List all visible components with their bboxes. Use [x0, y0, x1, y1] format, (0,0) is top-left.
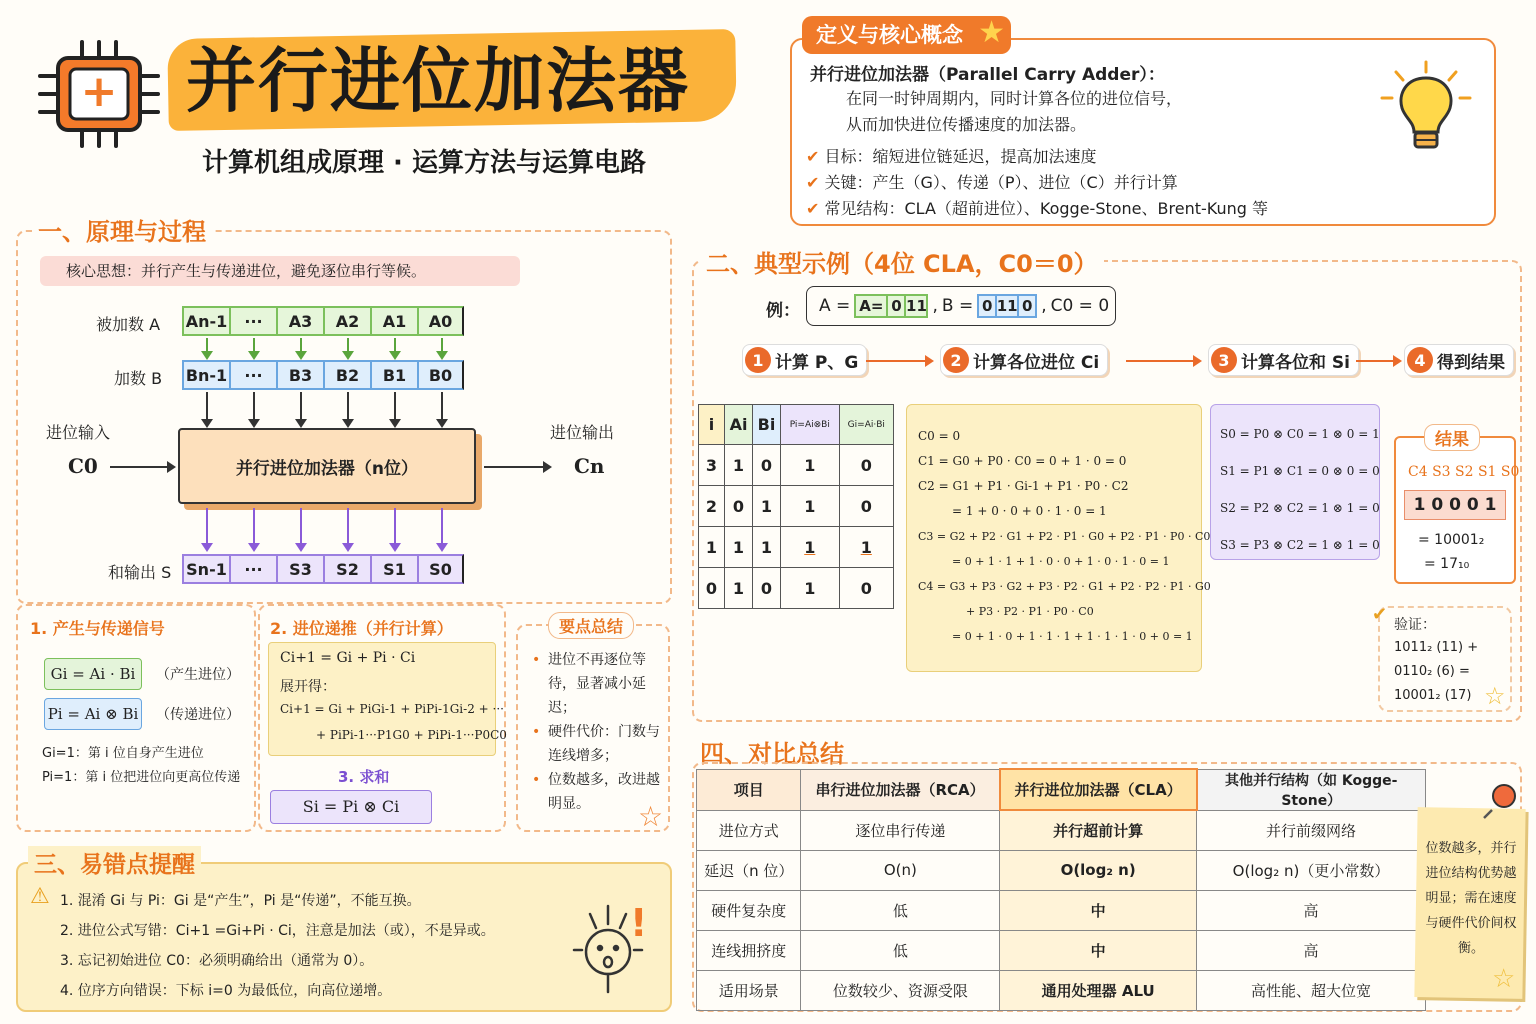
- bullet-icon: •: [532, 652, 541, 668]
- step-arrow: [866, 360, 932, 362]
- pg-header-cell: i: [699, 405, 725, 445]
- example-input-box: [806, 286, 1116, 326]
- comparison-cell: 位数较少、资源受限: [801, 970, 1000, 1010]
- carry-line: C1 = G0 + P0 · C0 = 0 + 1 · 0 = 0: [918, 454, 1127, 468]
- arrow-adder-to-sum: [253, 508, 255, 550]
- comparison-cell: 低: [801, 930, 1000, 970]
- comparison-cell: O(log₂ n): [1000, 850, 1197, 890]
- star-icon: ☆: [638, 800, 664, 833]
- pushpin-icon: [1480, 780, 1520, 820]
- sum-title: 3. 求和: [338, 768, 390, 786]
- table-row: [697, 970, 1426, 1010]
- register-cell: A3: [276, 306, 323, 336]
- carry-line: C3 = G2 + P2 · G1 + P2 · P1 · G0 + P2 · P1 · P0 · C0: [918, 530, 1211, 543]
- pg-cell: 1: [699, 527, 725, 568]
- register-cell: B2: [323, 360, 370, 390]
- arrow-a-to-b: [394, 338, 396, 358]
- example-title: 二、典型示例（4位 CLA，C0＝0）: [700, 244, 1104, 279]
- arrow-adder-to-sum: [441, 508, 443, 550]
- definition-heading: 并行进位加法器（Parallel Carry Adder）：: [810, 65, 1165, 85]
- register-cell: An-1: [182, 306, 229, 336]
- b-bit-cell: 0: [1017, 294, 1037, 318]
- arrow-a-to-b: [300, 338, 302, 358]
- table-row: [699, 445, 894, 486]
- pg-cell: 0: [699, 568, 725, 609]
- sum-line: S0 = P0 ⊗ C0 = 1 ⊗ 0 = 1: [1220, 427, 1380, 441]
- b-label: B =: [941, 296, 974, 316]
- pg-header-cell: Gi=Ai·Bi: [839, 405, 893, 445]
- comparison-header-cell: 项目: [697, 769, 801, 810]
- a-bit-cell: A=: [854, 294, 888, 318]
- pg-cell: 1: [781, 445, 840, 486]
- keypoints-list: [532, 648, 660, 816]
- step-label: 计算各位进位 Ci: [973, 352, 1100, 373]
- a-bit-cell: 11: [904, 294, 928, 318]
- pg-cell: 1: [753, 527, 781, 568]
- comparison-cell: 适用场景: [697, 970, 801, 1010]
- register-cell: S1: [370, 554, 417, 584]
- recursion-line: 展开得：: [280, 679, 336, 695]
- comparison-cell: 硬件复杂度: [697, 890, 801, 930]
- recursion-line: Ci+1 = Gi + Pi · Ci: [280, 650, 416, 666]
- comparison-cell: 连线拥挤度: [697, 930, 801, 970]
- pg-cell: 1: [781, 527, 840, 568]
- carry-line: C0 = 0: [918, 429, 961, 443]
- definition-line-1: 在同一时钟周期内，同时计算各位的进位信号，: [846, 89, 1183, 108]
- c0-value: C0 = 0: [1050, 296, 1110, 316]
- keypoint-text: 进位不再逐位等待，显著减小延迟；: [548, 652, 646, 716]
- pg-cell: 2: [699, 486, 725, 527]
- comparison-cell: 进位方式: [697, 810, 801, 850]
- chip-icon: [34, 34, 164, 154]
- pg-header-cell: Bi: [753, 405, 781, 445]
- table-row: [697, 810, 1426, 850]
- result-title: 结果: [1424, 424, 1480, 451]
- pg-cell: 1: [781, 486, 840, 527]
- table-row: [697, 850, 1426, 890]
- comparison-cell: 低: [801, 890, 1000, 930]
- register-cell: Bn-1: [182, 360, 229, 390]
- definition-tag-label: 定义与核心概念: [816, 23, 963, 47]
- pitfalls-title: 三、易错点提醒: [28, 846, 201, 879]
- sum-line: S2 = P2 ⊗ C2 = 1 ⊗ 1 = 0: [1220, 501, 1380, 515]
- table-row: [699, 568, 894, 609]
- b-bit-cell: 0: [977, 294, 997, 318]
- register-cell: A1: [370, 306, 417, 336]
- bullet-icon: •: [532, 772, 541, 788]
- star-icon: ☆: [1484, 682, 1506, 710]
- carry-line: = 0 + 1 · 1 + 1 · 0 · 0 + 1 · 0 · 1 · 0 = 1: [952, 555, 1170, 568]
- comparison-cell: 中: [1000, 930, 1197, 970]
- register-cell: ···: [229, 554, 276, 584]
- sum-calc-lines: [1220, 416, 1380, 564]
- verify-line: 1011₂ (11) +: [1394, 640, 1479, 655]
- comparison-cell: 中: [1000, 890, 1197, 930]
- step-number: 4: [1407, 347, 1433, 373]
- addend-b-register: [182, 360, 464, 390]
- comparison-cell: 逐位串行传递: [801, 810, 1000, 850]
- pg-cell: 1: [725, 568, 753, 609]
- comparison-table: [696, 768, 1426, 1011]
- comparison-cell: 并行超前计算: [1000, 810, 1197, 850]
- carry-line: = 0 + 1 · 0 + 1 · 1 · 1 + 1 · 1 · 1 · 0 + 0 = 1: [952, 630, 1193, 643]
- carry-out-arrow: [484, 466, 550, 468]
- step-label: 计算 P、G: [775, 352, 859, 373]
- pg-cell: 0: [725, 486, 753, 527]
- keypoint-text: 硬件代价：门数与连线增多；: [548, 724, 660, 764]
- keypoint-item: [532, 648, 660, 720]
- arrow-b-to-adder: [394, 392, 396, 426]
- register-cell: Sn-1: [182, 554, 229, 584]
- carry-in-symbol: C0: [68, 454, 98, 478]
- signals-title: 1. 产生与传递信号: [30, 619, 165, 638]
- carry-out-symbol: Cn: [574, 454, 605, 478]
- pg-cell: 0: [839, 486, 893, 527]
- comparison-cell: 高: [1197, 890, 1426, 930]
- lightbulb-icon: [1376, 60, 1476, 156]
- comparison-header-cell: 其他并行结构（如 Kogge-Stone）: [1197, 769, 1426, 810]
- pg-cell: 1: [839, 527, 893, 568]
- sum-register: [182, 554, 464, 584]
- a-bit-cell: 0: [886, 294, 906, 318]
- star-icon: ★: [978, 15, 1005, 50]
- table-row: [699, 527, 894, 568]
- register-cell: S3: [276, 554, 323, 584]
- step-number: 2: [943, 347, 969, 373]
- keypoints-title: 要点总结: [548, 612, 634, 639]
- generate-note: （产生进位）: [156, 667, 240, 683]
- propagate-desc: Pi=1：第 i 位把进位向更高位传递: [42, 770, 241, 785]
- comparison-cell: 并行前缀网络: [1197, 810, 1426, 850]
- register-cell: B0: [417, 360, 464, 390]
- arrow-adder-to-sum: [347, 508, 349, 550]
- worried-face-icon: [570, 900, 660, 1000]
- definition-line-2: 从而加快进位传播速度的加法器。: [846, 115, 1087, 134]
- recursion-line: + PiPi-1···P1G0 + PiPi-1···P0C0: [316, 728, 507, 742]
- result-binary: = 10001₂: [1418, 532, 1485, 548]
- verify-line: 0110₂ (6) =: [1394, 664, 1470, 679]
- generate-formula: Gi = Ai · Bi: [44, 658, 142, 690]
- core-idea-banner: 核心思想：并行产生与传递进位，避免逐位串行等候。: [40, 256, 520, 286]
- step-number: 3: [1211, 347, 1237, 373]
- pitfall-item: 1. 混淆 Gi 与 Pi：Gi 是“产生”，Pi 是“传递”，不能互换。: [60, 893, 421, 909]
- propagate-note: （传递进位）: [156, 707, 240, 723]
- verify-title: 验证：: [1394, 617, 1436, 633]
- pg-table: [698, 404, 894, 609]
- pg-header-cell: Ai: [725, 405, 753, 445]
- table-row: [697, 930, 1426, 970]
- check-icon: ✔: [1372, 604, 1388, 625]
- register-cell: ···: [229, 360, 276, 390]
- check-icon: ✔: [806, 173, 820, 192]
- definition-bullet: [806, 144, 1268, 170]
- pg-table-header: [699, 405, 894, 445]
- comparison-header-cell: 串行进位加法器（RCA）: [801, 769, 1000, 810]
- pg-cell: 0: [753, 568, 781, 609]
- comparison-cell: 通用处理器 ALU: [1000, 970, 1197, 1010]
- carry-out-label: 进位输出: [550, 423, 615, 442]
- check-icon: ✔: [806, 199, 820, 218]
- principle-title: 一、原理与过程: [32, 212, 212, 247]
- propagate-formula: Pi = Ai ⊗ Bi: [44, 698, 142, 730]
- pg-cell: 0: [839, 445, 893, 486]
- example-separator: ,: [1041, 296, 1047, 316]
- register-cell: A0: [417, 306, 464, 336]
- comparison-cell: 高: [1197, 930, 1426, 970]
- sum-output-label: 和输出 S: [108, 563, 172, 582]
- carry-line: + P3 · P2 · P1 · P0 · C0: [966, 605, 1094, 618]
- pg-cell: 0: [753, 445, 781, 486]
- arrow-adder-to-sum: [206, 508, 208, 550]
- register-cell: B1: [370, 360, 417, 390]
- arrow-a-to-b: [347, 338, 349, 358]
- pitfalls-list: [60, 886, 495, 1006]
- step-label: 计算各位和 Si: [1241, 352, 1350, 373]
- adder-block-label: 并行进位加法器（n位）: [235, 458, 419, 479]
- a-label: A =: [819, 296, 851, 316]
- page-title: 并行进位加法器: [186, 40, 690, 122]
- step-4: [1404, 344, 1514, 376]
- step-3: [1208, 344, 1359, 376]
- pg-cell: 1: [725, 527, 753, 568]
- example-prefix: 例：: [766, 301, 800, 321]
- carry-line: C2 = G1 + P1 · Gi-1 + P1 · P0 · C2: [918, 479, 1129, 493]
- register-cell: S2: [323, 554, 370, 584]
- step-arrow: [1126, 360, 1200, 362]
- arrow-a-to-b: [441, 338, 443, 358]
- comparison-title: 四、对比总结: [700, 740, 844, 768]
- pg-header-cell: Pi=Ai⊗Bi: [781, 405, 840, 445]
- adder-block: [178, 428, 476, 504]
- pg-cell: 1: [753, 486, 781, 527]
- comparison-cell: O(log₂ n)（更小常数）: [1197, 850, 1426, 890]
- sum-line: S1 = P1 ⊗ C1 = 0 ⊗ 0 = 0: [1220, 464, 1380, 478]
- comparison-cell: 高性能、超大位宽: [1197, 970, 1426, 1010]
- addend-a-label: 被加数 A: [96, 315, 161, 334]
- register-cell: A2: [323, 306, 370, 336]
- check-icon: ✔: [806, 147, 820, 166]
- generate-desc: Gi=1：第 i 位自身产生进位: [42, 746, 204, 761]
- step-label: 得到结果: [1437, 352, 1505, 373]
- comparison-header-row: [697, 769, 1426, 810]
- addend-a-register: [182, 306, 464, 336]
- verify-line: 10001₂ (17): [1394, 688, 1472, 703]
- pitfall-item: 2. 进位公式写错：Ci+1 =Gi+Pi · Ci，注意是加法（或），不是异或。: [60, 923, 495, 939]
- definition-bullet-text: 常见结构：CLA（超前进位）、Kogge-Stone、Brent-Kung 等: [824, 199, 1268, 218]
- arrow-b-to-adder: [206, 392, 208, 426]
- register-cell: B3: [276, 360, 323, 390]
- register-cell: S0: [417, 554, 464, 584]
- comparison-cell: 延迟（n 位）: [697, 850, 801, 890]
- page-subtitle: 计算机组成原理 · 运算方法与运算电路: [202, 148, 646, 178]
- sum-formula: Si = Pi ⊗ Ci: [270, 790, 432, 824]
- definition-tag: [802, 16, 1011, 54]
- result-header: C4 S3 S2 S1 S0: [1408, 464, 1520, 480]
- carry-in-label: 进位输入: [46, 423, 111, 442]
- verify-lines: [1394, 636, 1478, 708]
- star-icon: ☆: [1492, 964, 1516, 994]
- chip-plus-symbol: +: [80, 66, 118, 117]
- table-row: [697, 890, 1426, 930]
- pg-cell: 1: [781, 568, 840, 609]
- example-separator: ,: [932, 296, 938, 316]
- arrow-adder-to-sum: [300, 508, 302, 550]
- arrow-b-to-adder: [441, 392, 443, 426]
- pitfall-item: 3. 忘记初始进位 C0：必须明确给出（通常为 0）。: [60, 953, 374, 969]
- step-2: [940, 344, 1108, 376]
- keypoint-item: [532, 720, 660, 768]
- pg-cell: 0: [839, 568, 893, 609]
- arrow-a-to-b: [253, 338, 255, 358]
- pitfall-item: 4. 位序方向错误：下标 i=0 为最低位，向高位递增。: [60, 983, 392, 999]
- step-arrow: [1356, 360, 1400, 362]
- arrow-b-to-adder: [347, 392, 349, 426]
- step-1: [742, 344, 867, 376]
- sticky-note-text: 位数越多，并行进位结构优势越明显；需在速度与硬件代价间权衡。: [1425, 841, 1517, 956]
- bullet-icon: •: [532, 724, 541, 740]
- warning-icon: ⚠: [30, 884, 50, 909]
- definition-bullet-text: 目标：缩短进位链延迟，提高加法速度: [824, 147, 1097, 166]
- comparison-header-cell: 并行进位加法器（CLA）: [1000, 769, 1197, 810]
- carry-in-arrow: [110, 466, 174, 468]
- result-bits: 1 0 0 0 1: [1404, 490, 1506, 520]
- definition-bullet: [806, 196, 1268, 222]
- pg-cell: 1: [725, 445, 753, 486]
- carry-line: = 1 + 0 · 0 + 0 · 1 · 0 = 1: [952, 504, 1107, 518]
- addend-b-label: 加数 B: [114, 369, 163, 388]
- arrow-adder-to-sum: [394, 508, 396, 550]
- b-bit-cell: 11: [995, 294, 1019, 318]
- recursion-line: Ci+1 = Gi + PiGi-1 + PiPi-1Gi-2 + ···: [280, 702, 504, 716]
- table-row: [699, 486, 894, 527]
- step-number: 1: [745, 347, 771, 373]
- keypoint-text: 位数越多，改进越明显。: [548, 772, 660, 812]
- comparison-cell: O(n): [801, 850, 1000, 890]
- definition-bullets: [806, 144, 1268, 222]
- register-cell: ···: [229, 306, 276, 336]
- carry-line: C4 = G3 + P3 · G2 + P3 · P2 · G1 + P2 · P2 · P1 · G0: [918, 580, 1211, 593]
- recursion-title: 2. 进位递推（并行计算）: [270, 619, 453, 638]
- svg-text:!: !: [630, 901, 648, 945]
- arrow-b-to-adder: [253, 392, 255, 426]
- arrow-b-to-adder: [300, 392, 302, 426]
- sum-line: S3 = P3 ⊗ C2 = 1 ⊗ 1 = 0: [1220, 538, 1380, 552]
- definition-bullet: [806, 170, 1268, 196]
- arrow-a-to-b: [206, 338, 208, 358]
- carry-calc-lines: [918, 424, 1211, 649]
- definition-bullet-text: 关键：产生（G）、传递（P）、进位（C）并行计算: [824, 173, 1178, 192]
- pg-cell: 3: [699, 445, 725, 486]
- result-decimal: = 17₁₀: [1424, 556, 1470, 572]
